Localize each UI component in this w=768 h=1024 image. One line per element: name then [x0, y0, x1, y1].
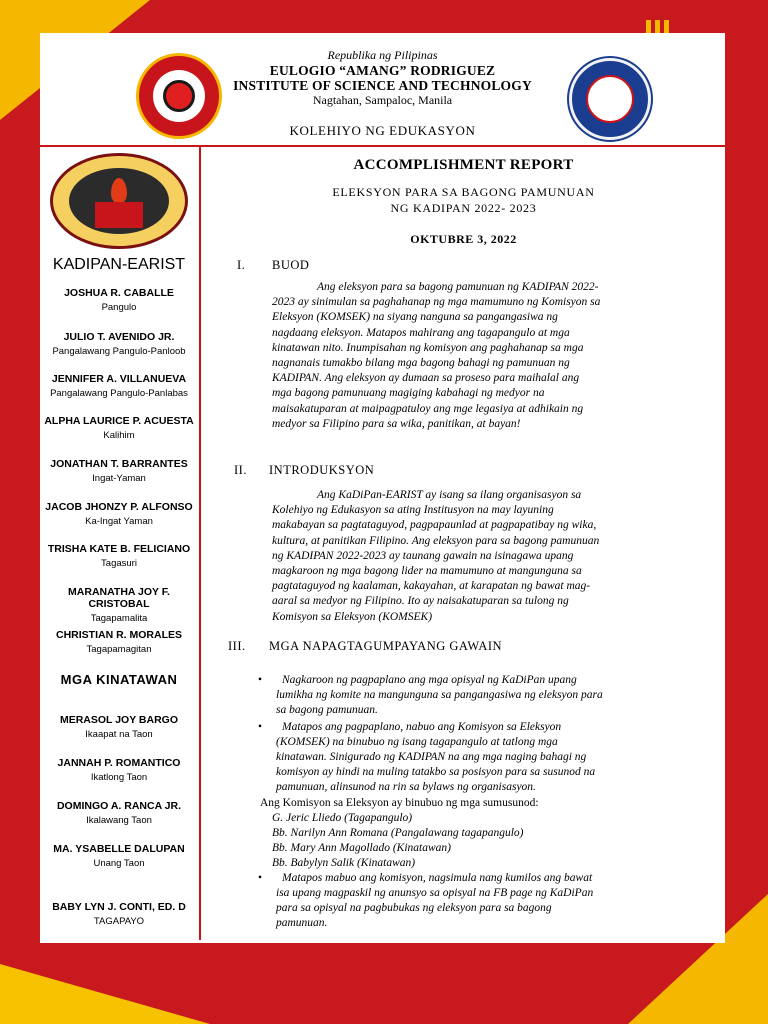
officer-entry: [40, 331, 198, 357]
buod-paragraph: [272, 280, 712, 432]
text-line: KADIPAN. Ang eleksyon ay dumaan sa proseso para maihalal ang: [272, 372, 580, 385]
komisyon-member: G. Jeric Lliedo (Tagapangulo): [272, 812, 413, 824]
text-line: Nagkaroon ng pagpaplano ang mga opisyal ng KaDiPan upang: [282, 674, 577, 686]
officer-name: TRISHA KATE B. FELICIANO: [47, 543, 191, 555]
text-line: nagnanais tumakbo bilang mga bagong bahagi ng pamunuan ng: [272, 357, 570, 370]
komisyon-members: [272, 811, 524, 871]
kadipan-seal-icon: [50, 153, 188, 249]
bullet-icon: •: [258, 674, 263, 686]
text-line: Ang KaDiPan-EARIST ay isang sa ilang organisasyon sa: [317, 489, 582, 501]
komisyon-intro: Ang Komisyon sa Eleksyon ay binubuo ng mga sumusunod:: [260, 797, 539, 809]
text-line: (KOMSEK) na binubuo ng isang tagapangulo at tatlong mga: [276, 736, 558, 748]
officer-entry: [40, 415, 198, 441]
text-line: pamunuan, alinsunod na rin sa bylaws ng organisasyon.: [276, 781, 536, 793]
officer-name: JOSHUA R. CABALLE: [64, 287, 174, 299]
officer-role: Ingat-Yaman: [92, 473, 146, 484]
college-name: KOLEHIYO NG EDUKASYON: [289, 123, 476, 138]
text-line: komisyon ay hindi na muling tatakbo sa posisyon para sa susunod na: [276, 766, 596, 778]
text-line: Matapos ang pagpaplano, nabuo ang Komisyon sa Eleksyon: [282, 721, 562, 733]
officer-role: Pangulo: [101, 302, 137, 313]
komisyon-member: Bb. Mary Ann Magollado (Kinatawan): [272, 842, 451, 854]
officer-entry: [40, 458, 198, 484]
officer-name: ALPHA LAURICE P. ACUESTA: [44, 415, 194, 427]
section-number: II.: [234, 463, 247, 477]
kinatawan-name: DOMINGO A. RANCA JR.: [56, 800, 182, 812]
officer-entry: [40, 501, 198, 527]
kinatawan-name: MA. YSABELLE DALUPAN: [53, 843, 185, 855]
officer-entry: [40, 543, 198, 569]
komisyon-member: Bb. Babylyn Salik (Kinatawan): [272, 857, 416, 869]
gawain-list: [258, 673, 708, 795]
officer-role: Kalihim: [103, 430, 135, 441]
text-line: sa bagong pamunuan.: [276, 704, 378, 716]
report-date: OKTUBRE 3, 2022: [410, 232, 517, 246]
text-line: Kolehiyo ng Edukasyon sa ating Institusyon na may layuning: [272, 504, 554, 517]
kinatawan-entry: [40, 843, 198, 869]
text-line: magkaroon ng mga bagong lider na mamumuno at mangunguna sa: [272, 565, 582, 578]
kinatawan-role: Ikalawang Taon: [86, 815, 152, 826]
officer-name: JULIO T. AVENIDO JR.: [63, 331, 175, 343]
officer-role: Ka-Ingat Yaman: [85, 516, 153, 527]
officer-entry: [40, 287, 198, 313]
report-subtitle-2: NG KADIPAN 2022- 2023: [390, 201, 537, 215]
section-number: III.: [228, 639, 246, 653]
section-number: I.: [237, 258, 246, 272]
kinatawan-entry: [40, 714, 198, 740]
sidebar: [40, 147, 198, 940]
list-item: [258, 871, 708, 931]
officer-name: CHRISTIAN R. MORALES: [56, 629, 182, 641]
school-name-line1: EULOGIO “AMANG” RODRIGUEZ: [269, 63, 496, 78]
kinatawan-role: Ikaapat na Taon: [85, 729, 153, 740]
text-line: para sa opisyal na pagbubukas ng eleksyon para sa bagong: [276, 902, 552, 914]
text-line: 2023 ay sinimulan sa paghahanap ng mga mamumuno ng Komisyon sa: [272, 296, 601, 309]
text-line: medyor sa Filipino para sa wika, panitikan, at bayan!: [272, 417, 521, 430]
officer-role: Pangalawang Pangulo-Panloob: [52, 346, 186, 357]
text-line: Eleksyon (KOMSEK) na siyang nanguna sa pangangasiwa ng: [272, 311, 558, 324]
org-name: KADIPAN-EARIST: [52, 256, 186, 273]
kinatawan-entry: [40, 800, 198, 826]
school-address: Nagtahan, Sampaloc, Manila: [312, 93, 453, 107]
text-line: kinatawan. Sinigurado ng KADIPAN na ang mga naging bahagi ng: [276, 751, 587, 763]
kinatawan-name: MERASOL JOY BARGO: [59, 714, 179, 726]
text-line: pamunuan.: [276, 917, 328, 929]
republic-line: Republika ng Pilipinas: [327, 48, 438, 62]
officer-role: Tagapamalita: [90, 613, 148, 624]
officer-role: Pangalawang Pangulo-Panlabas: [50, 388, 188, 399]
officer-name: JACOB JHONZY P. ALFONSO: [45, 501, 193, 513]
sidebar-divider: [199, 146, 201, 940]
text-line: aaral sa medyor ng Filipino. Ito ay naisakatuparan sa tulong ng: [272, 595, 569, 608]
adviser-entry: [40, 901, 198, 927]
section-title: BUOD: [272, 258, 310, 272]
officer-entry: [40, 586, 198, 624]
text-line: Ang eleksyon para sa bagong pamunuan ng KADIPAN 2022-: [317, 281, 599, 293]
text-line: isa upang magpaskil ng anunsyo sa opisyal na FB page ng KaDiPan: [276, 887, 594, 899]
text-line: mga bagong pamunuang magiging kabahagi ng medyor na: [272, 387, 545, 400]
text-line: nagdaang eleksyon. Matapos mahirang ang tagapangulo at mga: [272, 326, 570, 339]
officer-name: JONATHAN T. BARRANTES: [50, 458, 188, 470]
officer-entry: [40, 629, 198, 655]
text-line: makabayan sa pagtataguyod, pagpapaunlad at pagpapatibay ng wika,: [272, 519, 597, 532]
school-name-line2: INSTITUTE OF SCIENCE AND TECHNOLOGY: [233, 78, 532, 93]
komisyon-member: Bb. Narilyn Ann Romana (Pangalawang tagapangulo): [272, 827, 524, 839]
officer-entry: [40, 373, 198, 399]
bullet-icon: •: [258, 872, 263, 884]
list-item: [258, 673, 708, 718]
text-line: Komisyon sa Eleksyon (KOMSEK): [272, 610, 433, 623]
text-line: pagtataguyod ng kaalaman, kakayahan, at karapatan ng bawat mag-: [272, 580, 591, 593]
kinatawan-role: Ikatlong Taon: [90, 772, 148, 783]
bullet-icon: •: [258, 721, 263, 733]
introduksyon-paragraph: [272, 488, 717, 625]
document-header: [40, 33, 725, 146]
kinatawan-title: MGA KINATAWAN: [60, 672, 178, 687]
text-line: ng KADIPAN 2022-2023 ay taunang gawain na isinagawa upang: [272, 549, 574, 562]
adviser-role: TAGAPAYO: [93, 916, 145, 927]
section-title: MGA NAPAGTAGUMPAYANG GAWAIN: [269, 639, 503, 653]
text-line: lumikha ng komite na mangunguna sa pangangasiwa ng eleksyon para: [276, 689, 603, 701]
list-item: [258, 720, 708, 795]
text-line: maisakatuparan at maipagpatuloy ang mge legasiya at adhikain ng: [272, 402, 584, 415]
gawain-list-continued: [258, 871, 708, 931]
decor-triangle-bottom-left: [0, 964, 210, 1024]
officer-role: Tagapamagitan: [86, 644, 152, 655]
officer-name: MARANATHA JOY F. CRISTOBAL: [68, 586, 170, 610]
adviser-name: BABY LYN J. CONTI, ED. D: [52, 901, 186, 913]
report-subtitle-1: ELEKSYON PARA SA BAGONG PAMUNUAN: [332, 185, 595, 199]
section-title: INTRODUKSYON: [269, 463, 375, 477]
text-line: kultura, at panitikan Filipino. Ang eleksyon para sa bagong pamunuan: [272, 534, 600, 547]
kinatawan-name: JANNAH P. ROMANTICO: [57, 757, 181, 769]
officer-role: Tagasuri: [101, 558, 137, 569]
officer-name: JENNIFER A. VILLANUEVA: [51, 373, 187, 385]
text-line: kinatawan nito. Inumpisahan ng komisyon ang paghahanap sa mga: [272, 341, 584, 354]
kinatawan-entry: [40, 757, 198, 783]
report-title: ACCOMPLISHMENT REPORT: [353, 157, 574, 173]
kinatawan-role: Unang Taon: [93, 858, 145, 869]
text-line: Matapos mabuo ang komisyon, nagsimula nang kumilos ang bawat: [282, 872, 593, 884]
